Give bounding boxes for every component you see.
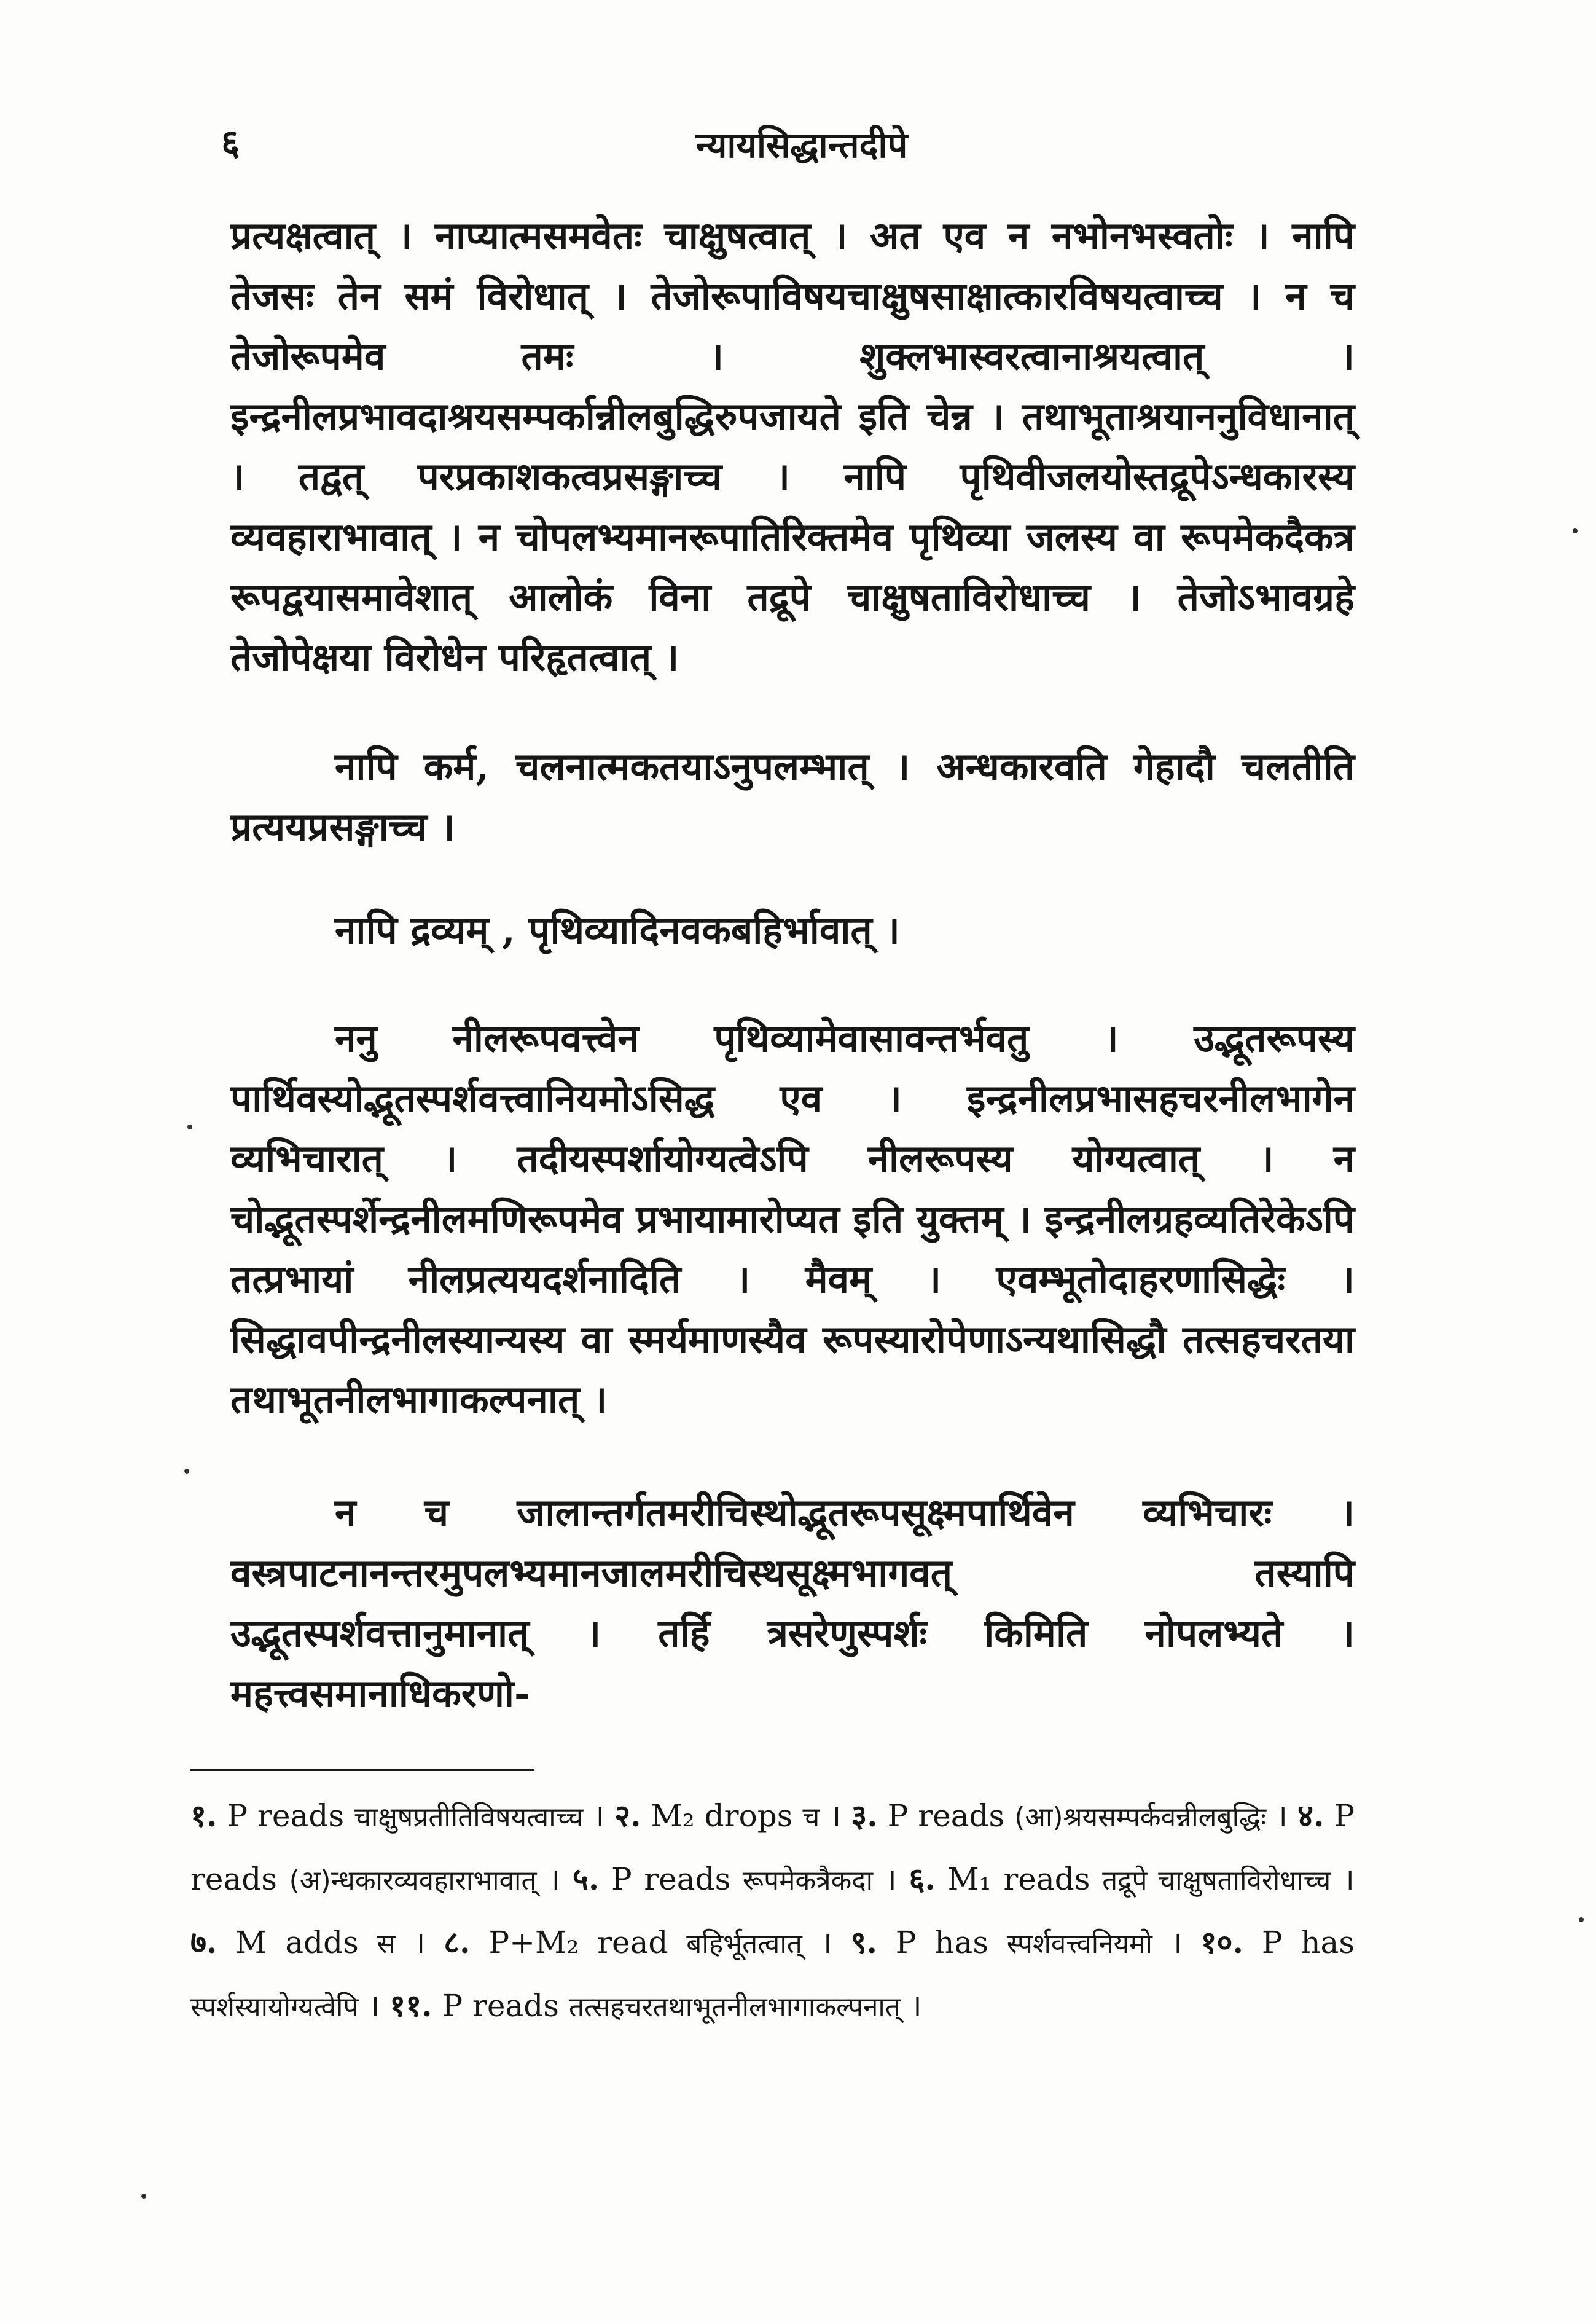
footnote-5: ५. P reads रूपमेकत्रैकदा ।: [572, 1861, 897, 1897]
paragraph-5: न च जालान्तर्गतमरीचिस्थोद्भूतरूपसूक्ष्मपार्थिवेन व्यभिचारः । वस्त्रपाटनानन्तरमुपलभ्यमानजालमरीचिस्थसूक्ष्मभागवत् तस्यापि उद्भूतस्पर्शवत्तानुमानात् । तर्हि त्रसरेणुस्पर्शः किमिति नोपलभ्यते । महत्त्वसमानाधिकरणो-: [230, 1490, 1355, 1716]
scan-speck: [184, 1469, 189, 1474]
scan-speck: [187, 1125, 192, 1129]
scan-speck: [1573, 528, 1578, 533]
page-header: [221, 117, 1382, 172]
footnote-7: ७. M adds स ।: [190, 1924, 426, 1960]
running-title: न्यायसिद्धान्तदीपे: [695, 124, 908, 166]
footnote-9: ९. P has स्पर्शवत्त्वनियमो ।: [850, 1924, 1183, 1960]
footnote-3: ३. P reads (आ)श्रयसम्पर्कवन्नीलबुद्धिः ।: [851, 1797, 1288, 1834]
scan-speck: [1579, 1917, 1584, 1922]
footnote-2: २. M₂ drops च ।: [614, 1797, 842, 1834]
scan-speck: [141, 2194, 146, 2199]
page-number: ६: [221, 122, 240, 163]
footnote-1: १. P reads चाक्षुषप्रतीतिविषयत्वाच्च ।: [190, 1797, 605, 1834]
paragraph-2: नापि कर्म, चलनात्मकतयाऽनुपलम्भात् । अन्धकारवति गेहादौ चलतीति प्रत्ययप्रसङ्गाच्च ।: [230, 744, 1355, 849]
footnotes: [190, 1785, 1355, 2038]
paragraph-4: ननु नीलरूपवत्त्वेन पृथिव्यामेवासावन्तर्भवतु । उद्भूतरूपस्य पार्थिवस्योद्भूतस्पर्शवत्त्वानियमोऽसिद्ध एव । इन्द्रनीलप्रभासहचरनीलभागेन व्यभिचारात् । तदीयस्पर्शायोग्यत्वेऽपि नीलरूपस्य योग्यत्वात् । न चोद्भूतस्पर्शेन्द्रनीलमणिरूपमेव प्रभायामारोप्यत इति युक्तम् । इन्द्रनीलग्रहव्यतिरेकेऽपि तत्प्रभायां नीलप्रत्ययदर्शनादिति । मैवम् । एवम्भूतोदाहरणासिद्धेः । सिद्धावपीन्द्रनीलस्यान्यस्य वा स्मर्यमाणस्यैव रूपस्यारोपेणाऽन्यथासिद्धौ तत्सहचरतया तथाभूतनीलभागाकल्पनात् ।: [230, 1016, 1355, 1422]
paragraph-1: प्रत्यक्षत्वात् । नाप्यात्मसमवेतः चाक्षुषत्वात् । अत एव न नभोनभस्वतोः । नापि तेजसः तेन समं विरोधात् । तेजोरूपाविषयचाक्षुषसाक्षात्कारविषयत्वाच्च । न च तेजोरूपमेव तमः । शुक्लभास्वरत्वानाश्रयत्वात् । इन्द्रनीलप्रभावदाश्रयसम्पर्कान्नीलबुद्धिरुपजायते इति चेन्न । तथाभूताश्रयाननुविधानात् । तद्वत् परप्रकाशकत्वप्रसङ्गाच्च । नापि पृथिवीजलयोस्तद्रूपेऽन्धकारस्य व्यवहाराभावात् । न चोपलभ्यमानरूपातिरिक्तमेव पृथिव्या जलस्य वा रूपमेकदैकत्र रूपद्वयासमावेशात् आलोकं विना तद्रूपे चाक्षुषताविरोधाच्च । तेजोऽभावग्रहे तेजोपेक्षया विरोधेन परिहृतत्वात् ।: [230, 213, 1355, 680]
footnote-8: ८. P+M₂ read बहिर्भूतत्वात् ।: [444, 1924, 832, 1960]
main-text: [230, 206, 1355, 1724]
footnote-4: ४. P reads (अ)न्धकारव्यवहाराभावात् ।: [190, 1797, 1355, 1897]
footnote-6: ६. M₁ reads तद्रूपे चाक्षुषताविरोधाच्च ।: [909, 1861, 1355, 1897]
footnote-10: १०. P has स्पर्शस्यायोग्यत्वेपि ।: [190, 1924, 1355, 2024]
paragraph-3: नापि द्रव्यम् , पृथिव्यादिनवकबहिर्भावात् ।: [335, 908, 900, 952]
footnote-divider: [190, 1769, 534, 1771]
footnote-11: ११. P reads तत्सहचरतथाभूतनीलभागाकल्पनात् ।: [389, 1987, 922, 2024]
